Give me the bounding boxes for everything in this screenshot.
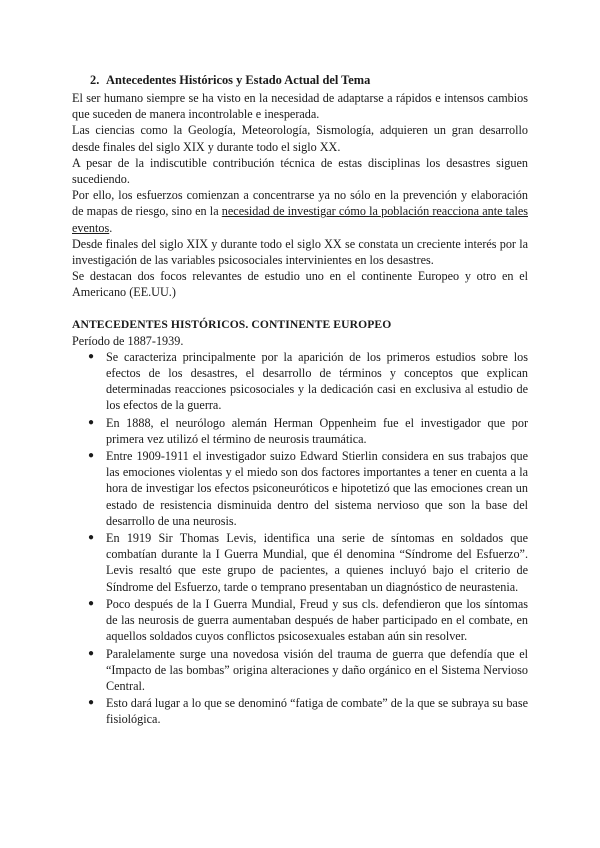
- list-item-text: Paralelamente surge una novedosa visión del trauma de guerra que defendía que el “Impacto de las bombas” origina alteraciones y daño orgánico en el Sistema Nervioso Central.: [106, 646, 528, 693]
- bullet-icon: ●: [88, 350, 95, 362]
- section-title-text: Antecedentes Históricos y Estado Actual del Tema: [106, 73, 371, 87]
- list-item: [88, 415, 528, 447]
- list-item-text: Esto dará lugar a lo que se denominó “fatiga de combate” de la que se subraya su base fisiológica.: [106, 696, 528, 727]
- list-item-text: Entre 1909-1911 el investigador suizo Edward Stierlin considera en sus trabajos que las emociones violentas y el miedo son dos factores importantes a tener en cuenta a la hora de investigar los efectos psiconeuróticos e hipotetizó que las emociones crean un estado de resistencia disminuida dentro del sistema nervioso que son la base del desarrollo de una neurosis.: [106, 449, 528, 528]
- spacer: [72, 301, 528, 317]
- list-item: [88, 695, 528, 727]
- paragraph-4-end: .: [109, 220, 113, 235]
- list-item: [88, 596, 528, 645]
- list-item-text: En 1919 Sir Thomas Levis, identifica una serie de síntomas en soldados que combatían durante la I Guerra Mundial, que él denomina “Síndrome del Esfuerzo”. Levis resaltó que este grupo de pacientes, a quienes incluyó bajo el criterio de Síndrome del Esfuerzo, tarde o temprano presentaban un diagnóstico de neurastenia.: [106, 531, 528, 594]
- bullet-list: [72, 349, 528, 728]
- paragraph-4-start: Por ello, los esfuerzos comienzan a concentrarse ya no sólo en la prevención y elaboración de mapas de riesgo, sino en la: [72, 188, 528, 219]
- paragraph-6: Se destacan dos focos relevantes de estudio uno en el continente Europeo y otro en el Americano (EE.UU.): [72, 269, 528, 300]
- list-item: [88, 646, 528, 695]
- section-heading: [90, 72, 528, 88]
- paragraph-4-underlined: necesidad de investigar cómo la población reacciona ante tales eventos: [72, 204, 528, 235]
- paragraph-4: [72, 187, 528, 236]
- list-item: [88, 349, 528, 414]
- list-item-text: En 1888, el neurólogo alemán Herman Oppenheim fue el investigador que por primera vez utilizó el término de neurosis traumática.: [106, 415, 528, 446]
- paragraph-1: El ser humano siempre se ha visto en la necesidad de adaptarse a rápidos e intensos cambios que suceden de manera incontrolable e inesperada.: [72, 91, 528, 122]
- bullet-icon: ●: [88, 597, 95, 609]
- bullet-icon: ●: [88, 416, 95, 428]
- paragraph-2: Las ciencias como la Geología, Meteorología, Sismología, adquieren un gran desarrollo desde finales del siglo XIX y durante todo el siglo XX.: [72, 123, 528, 154]
- paragraph-5: Desde finales del siglo XIX y durante todo el siglo XX se constata un creciente interés por la investigación de las variables psicosociales intervinientes en los desastres.: [72, 236, 528, 268]
- paragraph-3: A pesar de la indiscutible contribución técnica de estas disciplinas los desastres siguen sucediendo.: [72, 155, 528, 187]
- bullet-icon: ●: [88, 450, 95, 462]
- list-item-text: Poco después de la I Guerra Mundial, Freud y sus cls. defendieron que los síntomas de las neurosis de guerra aumentaban después de haber participado en el combate, en aquellos soldados cuyos conflictos psicosexuales estaban aún sin resolver.: [106, 596, 528, 644]
- section-number: 2.: [90, 73, 100, 87]
- bullet-icon: ●: [88, 697, 95, 709]
- bullet-icon: ●: [88, 532, 95, 544]
- subsection-heading: ANTECEDENTES HISTÓRICOS. CONTINENTE EUROPEO: [72, 317, 392, 331]
- period-line: Período de 1887-1939.: [72, 333, 184, 348]
- bullet-icon: ●: [88, 647, 95, 659]
- list-item: [88, 448, 528, 529]
- list-item: [88, 530, 528, 595]
- list-item-text: Se caracteriza principalmente por la aparición de los primeros estudios sobre los efectos de los desastres, el desarrollo de términos y conceptos que explican determinadas reacciones psicosociales y la dedicación casi en exclusiva al estudio de los efectos de la guerra.: [106, 349, 528, 413]
